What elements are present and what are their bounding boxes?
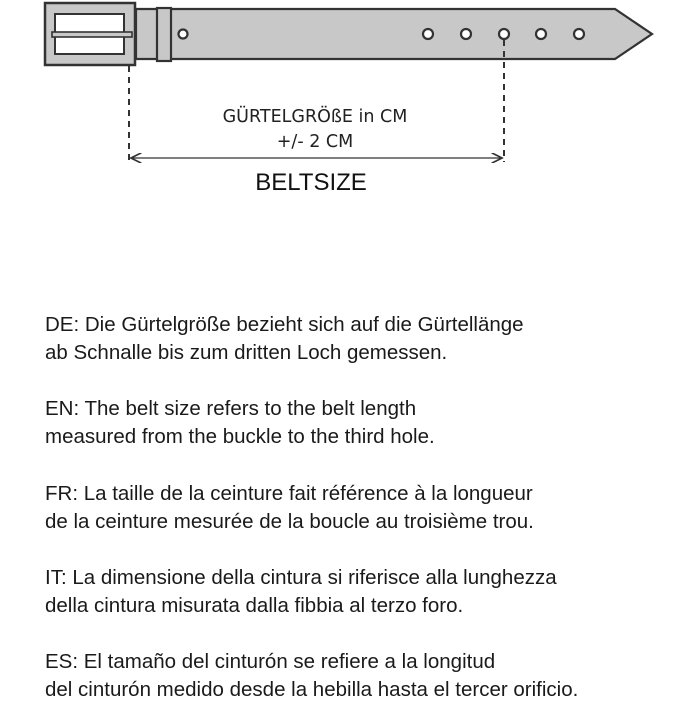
belt-hole-2 bbox=[461, 29, 471, 39]
description-es bbox=[45, 648, 685, 704]
size-label-line2: +/- 2 CM bbox=[276, 132, 354, 152]
description-en-line1: EN: The belt size refers to the belt length bbox=[45, 397, 417, 420]
description-de bbox=[45, 311, 685, 367]
description-es-line2: del cinturón medido desde la hebilla hasta el tercer orificio. bbox=[45, 678, 579, 701]
size-label-line1: GÜRTELGRÖßE in CM bbox=[222, 107, 408, 127]
belt-hole-4 bbox=[536, 29, 546, 39]
buckle-prong bbox=[52, 32, 132, 37]
description-fr-line1: FR: La taille de la ceinture fait référence à la longueur bbox=[45, 482, 533, 505]
belt-keeper bbox=[157, 8, 171, 61]
description-en bbox=[45, 395, 685, 451]
belt-hole-5 bbox=[574, 29, 584, 39]
description-en-line2: measured from the buckle to the third hole. bbox=[45, 425, 435, 448]
description-fr-line2: de la ceinture mesurée de la boucle au troisième trou. bbox=[45, 510, 534, 533]
description-es-line1: ES: El tamaño del cinturón se refiere a la longitud bbox=[45, 650, 496, 673]
description-it-line1: IT: La dimensione della cintura si riferisce alla lunghezza bbox=[45, 566, 557, 589]
rivet-hole bbox=[179, 30, 188, 39]
description-de-line2: ab Schnalle bis zum dritten Loch gemessen. bbox=[45, 341, 448, 364]
description-it bbox=[45, 564, 685, 620]
description-it-line2: della cintura misurata dalla fibbia al terzo foro. bbox=[45, 594, 464, 617]
belt-hole-1 bbox=[423, 29, 433, 39]
description-fr bbox=[45, 480, 685, 536]
description-de-line1: DE: Die Gürtelgröße bezieht sich auf die Gürtellänge bbox=[45, 313, 524, 336]
beltsize-label: BELTSIZE bbox=[255, 169, 367, 196]
belt-hole-3 bbox=[499, 29, 509, 39]
